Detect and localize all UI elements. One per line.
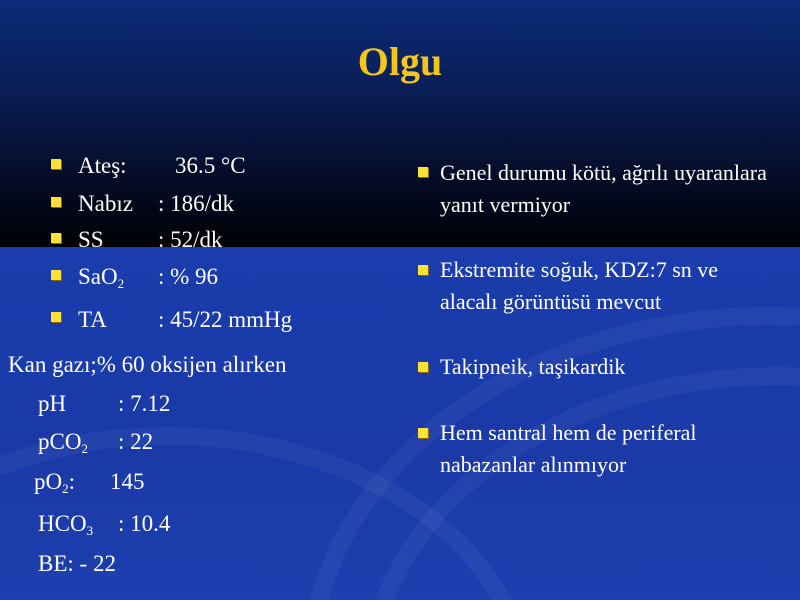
vital-label: SS [78,227,104,252]
bullet-icon [51,197,61,207]
hco3-label: $HCO_3$ [38,511,94,538]
finding-item: Ekstremite soğuk, KDZ:7 sn ve alacalı görüntüsü mevcut [440,257,719,314]
po2-value: 145 [110,469,145,494]
vital-label: Ateş: [78,153,127,178]
ph-label: pH [38,391,67,416]
vital-value: : % 96 [158,264,219,289]
vital-label: Nabız [78,191,133,216]
finding-item: Hem santral hem de periferal nabazanlar alınmıyor [440,420,697,477]
pco2-value: : 22 [118,429,154,454]
bullet-icon [418,265,428,275]
vital-label: SaO$_2$ [78,264,125,291]
be-line: BE: - 22 [38,551,116,576]
bullet-icon [51,312,61,322]
vital-label: TA [78,307,107,332]
finding-item: Takipneik, taşikardik [440,354,626,379]
vital-value: : 45/22 mmHg [158,307,293,332]
blood-gas-heading: Kan gazı;% 60 oksijen alırken [8,352,287,377]
pco2-label: pCO$_2$ [38,429,88,456]
bullet-icon [51,233,61,243]
finding-item: Genel durumu kötü, ağrılı uyaranlara yanıt vermiyor [440,160,767,217]
bullet-icon [418,362,428,372]
ph-value: : 7.12 [118,391,171,416]
hco3-value: : 10.4 [118,511,171,536]
slide-title: Olgu [357,39,443,84]
bullet-icon [51,270,61,280]
vital-value: 36.5 °C [175,153,246,178]
vital-value: : 52/dk [158,227,223,252]
bullet-icon [51,159,61,169]
bullet-icon [418,167,428,177]
vital-value: : 186/dk [158,191,235,216]
po2-label: $pO_2$: [34,469,76,496]
bullet-icon [418,428,428,438]
